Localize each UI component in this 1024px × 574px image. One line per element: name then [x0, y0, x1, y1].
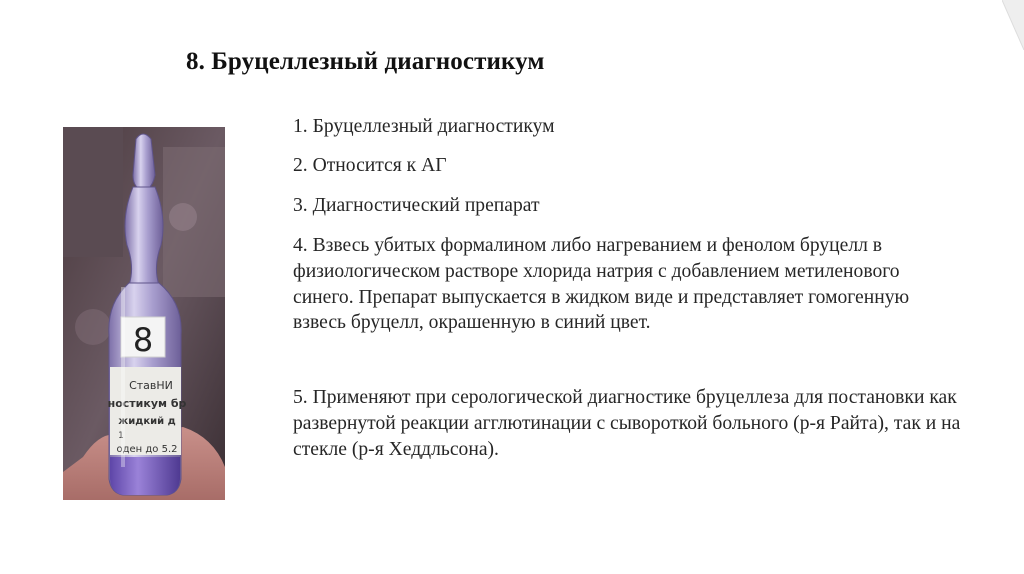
point-2: 2. Относится к АГ	[293, 155, 447, 176]
label-line-5: оден до 5.2	[116, 444, 178, 455]
label-line-4: 1	[118, 431, 124, 441]
point-5: 5. Применяют при серологической диагностике бруцеллеза для постановки как развернутой реакции агглютинации с сывороткой больного (р-я Райта), так и на стекле (р-я Хеддльсона).	[293, 387, 961, 460]
slide-title: 8. Бруцеллезный диагностикум	[186, 48, 545, 75]
slide-corner-decoration	[1002, 0, 1024, 50]
label-line-1: СтавНИ	[129, 379, 173, 392]
label-line-2: ностикум бр	[107, 397, 187, 410]
point-1: 1. Бруцеллезный диагностикум	[293, 116, 555, 137]
label-line-3: жидкий д	[118, 416, 176, 427]
ampoule-photo	[63, 127, 225, 500]
point-3: 3. Диагностический препарат	[293, 195, 540, 216]
ampoule-number-tag: 8	[132, 321, 154, 359]
point-4: 4. Взвесь убитых формалином либо нагреванием и фенолом бруцелл в физиологическом растворе хлорида натрия с добавлением метиленового синего. Препарат выпускается в жидком виде и представляет гомогенную взвесь бруцелл, окрашенную в синий цвет.	[293, 235, 910, 334]
